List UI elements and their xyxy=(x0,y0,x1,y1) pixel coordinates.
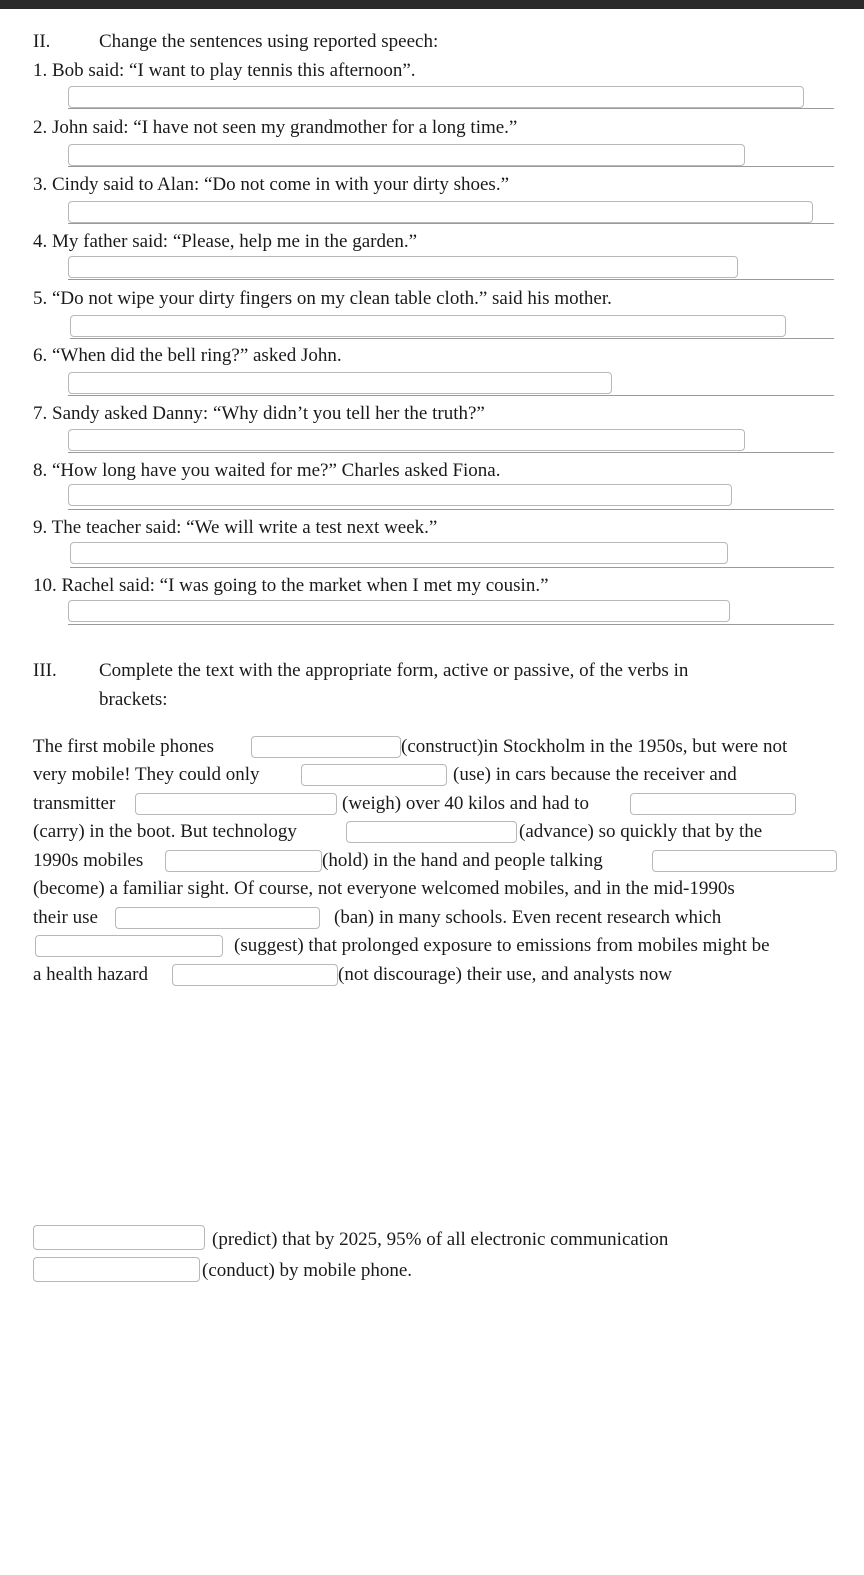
text-fragment: The first mobile phones xyxy=(33,736,214,757)
answer-2-line xyxy=(68,166,834,167)
top-bar xyxy=(0,0,864,9)
question-6: 6. “When did the bell ring?” asked John. xyxy=(33,345,342,366)
answer-4-input[interactable] xyxy=(68,256,738,278)
question-9: 9. The teacher said: “We will write a test next week.” xyxy=(33,517,438,538)
answer-8-line xyxy=(68,509,834,510)
question-1: 1. Bob said: “I want to play tennis this afternoon”. xyxy=(33,60,416,81)
gap-not-discourage-input[interactable] xyxy=(172,964,338,986)
text-fragment: their use xyxy=(33,907,98,928)
text-fragment: (conduct) by mobile phone. xyxy=(202,1260,413,1281)
text-fragment: 1990s mobiles xyxy=(33,850,144,871)
gap-weigh-input[interactable] xyxy=(135,793,337,815)
answer-3-input[interactable] xyxy=(68,201,813,223)
question-2: 2. John said: “I have not seen my grandmother for a long time.” xyxy=(33,117,518,138)
gap-ban-input[interactable] xyxy=(115,907,320,929)
answer-3-line xyxy=(68,223,834,224)
text-fragment: (ban) in many schools. Even recent research which xyxy=(334,907,722,928)
gap-become-input[interactable] xyxy=(652,850,837,872)
gap-predict-input[interactable] xyxy=(33,1225,205,1250)
answer-7-line xyxy=(68,452,834,453)
answer-6-input[interactable] xyxy=(68,372,612,394)
question-3: 3. Cindy said to Alan: “Do not come in with your dirty shoes.” xyxy=(33,174,510,195)
gap-use-input[interactable] xyxy=(301,764,447,786)
text-fragment: (not discourage) their use, and analysts now xyxy=(338,964,672,985)
section-2-number: II. xyxy=(33,31,51,52)
answer-6-line xyxy=(68,395,834,396)
answer-7-input[interactable] xyxy=(68,429,745,451)
text-fragment: very mobile! They could only xyxy=(33,764,260,785)
answer-5-line xyxy=(70,338,834,339)
text-fragment: (construct)in Stockholm in the 1950s, but were not xyxy=(401,736,788,757)
section-3-instruction-cont: brackets: xyxy=(99,689,168,710)
question-5: 5. “Do not wipe your dirty fingers on my clean table cloth.” said his mother. xyxy=(33,288,612,309)
answer-10-input[interactable] xyxy=(68,600,730,622)
text-fragment: (become) a familiar sight. Of course, not everyone welcomed mobiles, and in the mid-1990s xyxy=(33,878,735,899)
gap-construct-input[interactable] xyxy=(251,736,401,758)
answer-10-line xyxy=(68,624,834,625)
answer-2-input[interactable] xyxy=(68,144,745,166)
gap-suggest-input[interactable] xyxy=(35,935,223,957)
text-fragment: (carry) in the boot. But technology xyxy=(33,821,297,842)
section-2-instruction: Change the sentences using reported speech: xyxy=(99,31,439,52)
answer-1-line xyxy=(68,108,834,109)
text-fragment: (use) in cars because the receiver and xyxy=(453,764,737,785)
text-fragment: (predict) that by 2025, 95% of all electronic communication xyxy=(212,1229,669,1250)
gap-carry-input[interactable] xyxy=(630,793,796,815)
gap-hold-input[interactable] xyxy=(165,850,322,872)
text-fragment: (suggest) that prolonged exposure to emissions from mobiles might be xyxy=(234,935,770,956)
section-3-number: III. xyxy=(33,660,57,681)
answer-9-line xyxy=(70,567,834,568)
text-fragment: transmitter xyxy=(33,793,116,814)
text-fragment: (weigh) over 40 kilos and had to xyxy=(342,793,589,814)
question-7: 7. Sandy asked Danny: “Why didn’t you tell her the truth?” xyxy=(33,403,485,424)
answer-1-input[interactable] xyxy=(68,86,804,108)
gap-advance-input[interactable] xyxy=(346,821,517,843)
section-3-instruction: Complete the text with the appropriate form, active or passive, of the verbs in xyxy=(99,660,689,681)
question-10: 10. Rachel said: “I was going to the market when I met my cousin.” xyxy=(33,575,549,596)
text-fragment: a health hazard xyxy=(33,964,148,985)
question-8: 8. “How long have you waited for me?” Charles asked Fiona. xyxy=(33,460,501,481)
answer-9-input[interactable] xyxy=(70,542,728,564)
answer-8-input[interactable] xyxy=(68,484,732,506)
question-4: 4. My father said: “Please, help me in the garden.” xyxy=(33,231,418,252)
gap-conduct-input[interactable] xyxy=(33,1257,200,1282)
text-fragment: (advance) so quickly that by the xyxy=(519,821,763,842)
answer-5-input[interactable] xyxy=(70,315,786,337)
text-fragment: (hold) in the hand and people talking xyxy=(322,850,603,871)
answer-4-line xyxy=(68,279,834,280)
